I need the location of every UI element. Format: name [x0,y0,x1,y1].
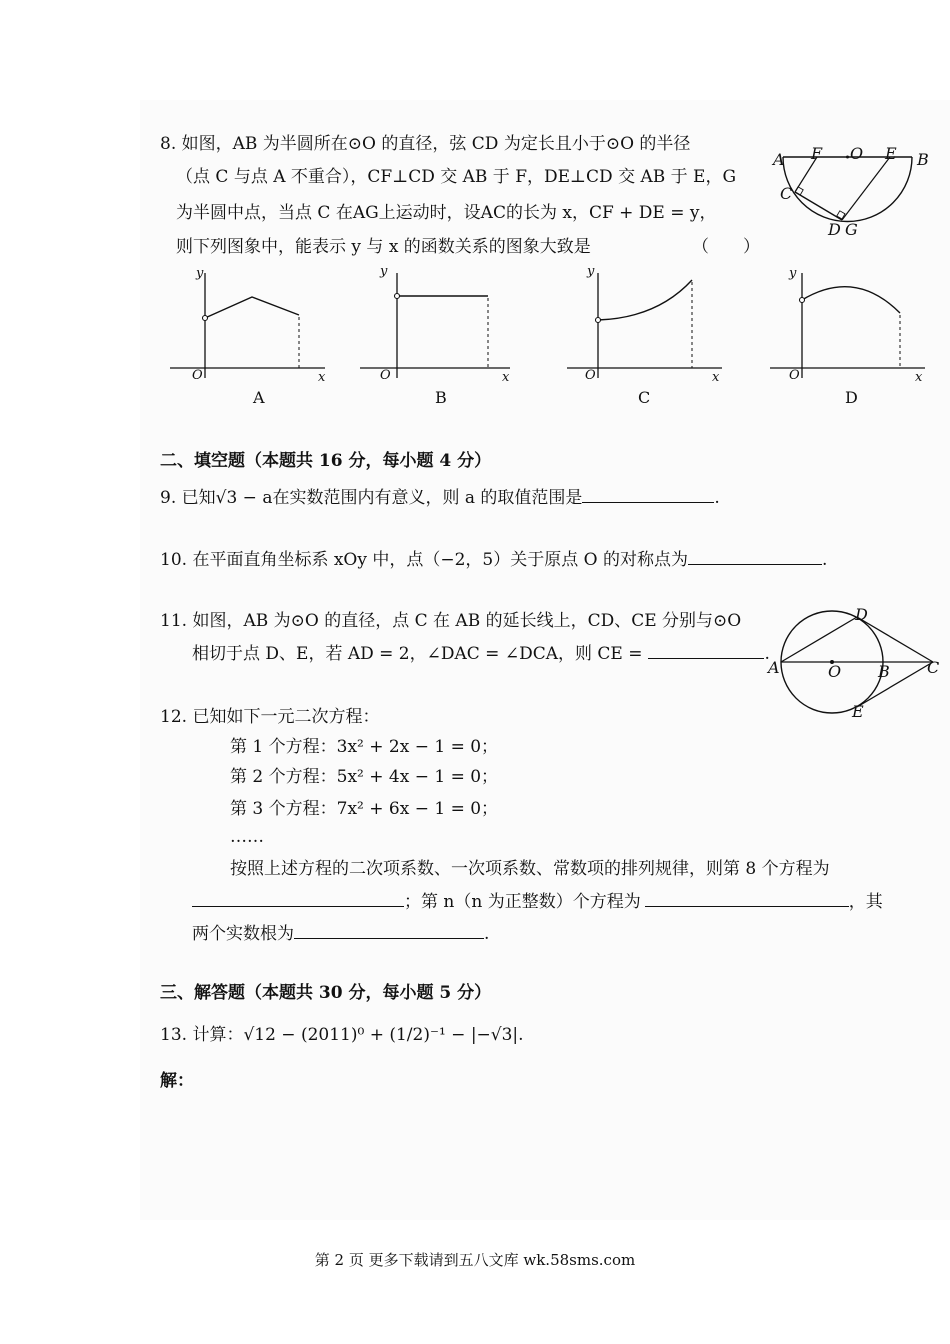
graph-a-y-label: y [196,266,204,281]
graph-b-x-label: x [502,370,510,385]
q12-end-text: ，其 [848,892,883,912]
start-point [800,298,805,303]
q11-label-c: C [927,658,940,677]
option-d-label: D [845,388,858,407]
q12-eq2: 第 2 个方程：5x² + 4x − 1 = 0； [230,767,499,787]
q12-nth-equation-blank[interactable] [645,890,849,907]
q9-answer-blank[interactable] [582,486,714,503]
graph-d [765,268,930,383]
q11-period: . [764,644,770,664]
solution-label: 解： [160,1071,194,1091]
start-point [203,316,208,321]
option-c-label: C [638,388,651,407]
curve-a [205,297,299,318]
q8-line4: 则下列图象中，能表示 y 与 x 的函数关系的图象大致是 [176,237,591,257]
center-o [846,156,849,159]
graph-d-y-label: y [789,266,797,281]
graph-a [165,268,330,383]
q11-line2 [192,642,770,665]
fig-label-o: O [850,144,864,163]
q12-rule-line: 按照上述方程的二次项系数、一次项系数、常数项的排列规律，则第 8 个方程为 [230,859,830,879]
graph-b [355,268,515,383]
graph-d-x-label: x [915,370,923,385]
fig-label-d: D [828,220,841,239]
start-point [395,294,400,299]
q11-label-o: O [828,662,842,681]
q12-line-2 [192,890,883,913]
q12-roots-blank[interactable] [294,922,484,939]
option-b-label: B [435,388,447,407]
q12-period: . [484,924,490,944]
q12-mid-text: ；第 n（n 为正整数）个方程为 [404,892,641,912]
chord-cd [795,192,842,220]
graph-c [562,268,727,383]
graph-c-x-label: x [712,370,720,385]
q11-line2-label: 相切于点 D、E，若 AD = 2，∠DAC = ∠DCA，则 CE = [192,644,643,664]
q12-eighth-equation-blank[interactable] [192,890,404,907]
graph-c-y-label: y [587,264,595,279]
graph-b-origin: O [380,368,391,383]
fig-label-g: G [845,220,858,239]
tangent-ce [857,662,933,707]
graph-c-origin: O [585,368,596,383]
fig-label-f: F [811,144,823,163]
q12-eq3: 第 3 个方程：7x² + 6x − 1 = 0； [230,799,499,819]
tangent-cd [857,617,933,662]
page-footer: 第 2 页 更多下载请到五八文库 wk.58sms.com [314,1251,636,1269]
section-2-title: 二、填空题（本题共 16 分，每小题 4 分） [160,451,492,471]
q8-line1: 8. 如图，AB 为半圆所在⊙O 的直径，弦 CD 为定长且小于⊙O 的半径 [160,134,691,154]
q12-line-3 [192,922,489,945]
graph-b-y-label: y [380,264,388,279]
q10-label: 10. 在平面直角坐标系 xOy 中，点（−2，5）关于原点 O 的对称点为 [160,550,688,570]
q11-label-a: A [768,658,780,677]
q12-eq1: 第 1 个方程：3x² + 2x − 1 = 0； [230,737,499,757]
q8-answer-paren: （ ） [692,237,760,257]
q8-line2: （点 C 与点 A 不重合），CF⊥CD 交 AB 于 F，DE⊥CD 交 AB 于 E，G [176,167,737,187]
q11-line1: 11. 如图，AB 为⊙O 的直径，点 C 在 AB 的延长线上，CD、CE 分别与⊙O [160,611,742,631]
section-3-title: 三、解答题（本题共 30 分，每小题 5 分） [160,983,492,1003]
q10-answer-blank[interactable] [688,548,822,565]
fig-label-c: C [780,184,793,203]
q8-line3: 为半圆中点，当点 C 在AG上运动时，设AC的长为 x，CF + DE = y， [176,203,717,223]
graph-a-origin: O [192,368,203,383]
q11-answer-blank[interactable] [648,642,764,659]
q11-label-e: E [852,702,864,721]
q12-title: 12. 已知如下一元二次方程： [160,707,380,727]
q13-text: 13. 计算：√12 − (2011)⁰ + (1/2)⁻¹ − |−√3|. [160,1025,524,1045]
segment-ad [781,617,857,662]
graph-d-origin: O [789,368,800,383]
q9-label: 9. 已知√3 − a在实数范围内有意义，则 a 的取值范围是 [160,488,583,508]
q12-roots-label: 两个实数根为 [192,924,294,944]
start-point [596,318,601,323]
graph-a-x-label: x [318,370,326,385]
fig-label-b: B [917,150,929,169]
q11-label-b: B [878,662,890,681]
q9-period: . [714,488,720,508]
q12-dots: …… [230,827,264,847]
fig-label-a: A [773,150,785,169]
option-a-label: A [253,388,265,407]
q9-text [160,486,720,509]
q11-label-d: D [855,605,868,624]
curve-c [598,280,692,320]
fig-label-e: E [885,144,897,163]
curve-d [802,287,900,313]
q10-period: . [822,550,828,570]
q10-text [160,548,827,571]
